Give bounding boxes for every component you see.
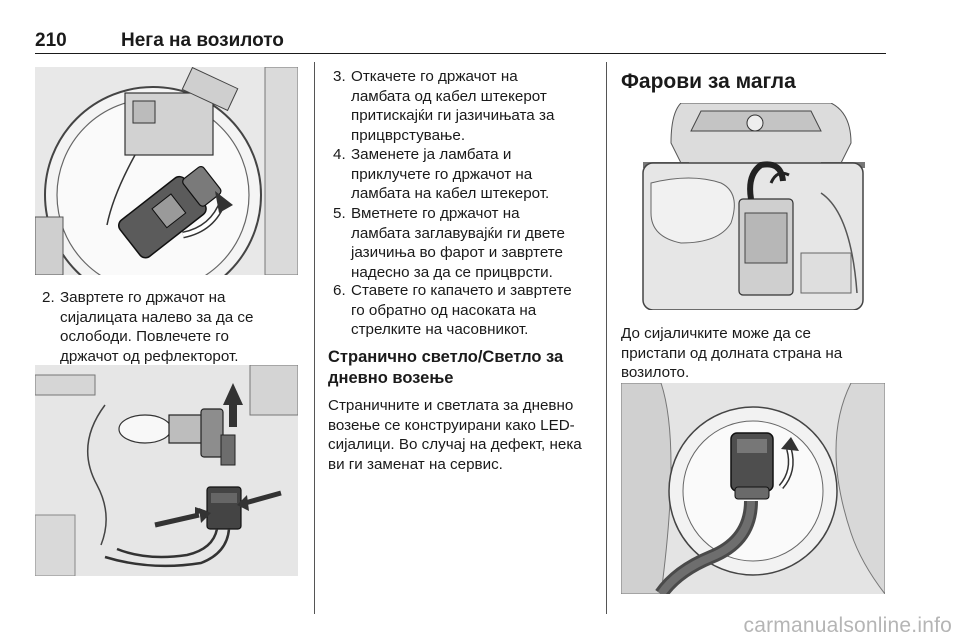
text-line: притискајќи ги јазичињата за — [351, 107, 555, 124]
text-line: Завртете го држачот на — [60, 289, 226, 306]
step-text — [351, 145, 549, 204]
section-heading-side-light — [328, 347, 603, 388]
text-line: стрелките на часовникот. — [351, 321, 529, 338]
column-divider-2 — [606, 62, 607, 614]
text-line: ви ги заменат на сервис. — [328, 455, 503, 473]
figure-fog-lamp-bulb — [621, 383, 885, 594]
text-line: Ставете го капачето и завртете — [351, 282, 572, 299]
step-number: 2. — [42, 289, 55, 306]
step-number: 4. — [333, 146, 346, 163]
fog-lamp-illustration — [621, 103, 885, 310]
figure-bulb-holder-twist — [35, 67, 298, 275]
watermark: carmanualsonline.info — [743, 614, 952, 637]
text-line: сијалицата налево за да се — [60, 308, 254, 326]
text-line: Откачете го држачот на — [351, 68, 518, 85]
text-line: ламбата на кабел штекерот. — [351, 185, 550, 202]
text-line: Заменете ја ламбата и — [351, 146, 512, 163]
text-line: приклучете го држачот на — [351, 165, 533, 183]
text-line: прицврстување. — [351, 126, 466, 144]
step-text — [60, 288, 253, 366]
page-number: 210 — [35, 30, 67, 51]
text-line: До сијаличките може да се — [621, 325, 811, 342]
heading-line: Странично светло/Светло за — [328, 348, 564, 366]
text-line: држачот од рефлекторот. — [60, 347, 239, 365]
text-line: ламбата заглавувајќи ги двете — [351, 224, 565, 242]
chapter-title: Нега на возилото — [121, 30, 284, 51]
text-line: ламбата од кабел штекерот — [351, 87, 547, 105]
section-heading-fog-lamps: Фарови за магла — [621, 70, 796, 93]
page-header — [35, 28, 886, 54]
headlamp-illustration-1 — [35, 67, 298, 275]
step-text — [351, 67, 554, 145]
figure-fog-lamp-access — [621, 103, 885, 310]
bulb-illustration — [35, 365, 298, 576]
step-number: 6. — [333, 282, 346, 299]
section-text-fog-lamps — [621, 324, 883, 383]
step-number: 3. — [333, 68, 346, 85]
text-line: ослободи. Повлечете го — [60, 328, 229, 345]
text-line: сијалици. Во случај на дефект, нека — [328, 436, 582, 453]
text-line: јазичиња во фарот и завртете — [351, 244, 563, 261]
text-line: надесно за да се прицврсти. — [351, 263, 553, 281]
step-text — [351, 204, 565, 282]
fog-lamp-bulb-illustration — [621, 383, 885, 594]
text-line: возење се конструирани како LED- — [328, 416, 575, 434]
column-divider-1 — [314, 62, 315, 614]
text-line: Страничните и светлата за дневно — [328, 397, 574, 414]
text-line: Вметнете го држачот на — [351, 205, 520, 222]
text-line: возилото. — [621, 364, 690, 381]
section-text-side-light — [328, 396, 604, 474]
figure-bulb-connector — [35, 365, 298, 576]
heading-line: дневно возење — [328, 368, 454, 387]
text-line: пристапи од долната страна на — [621, 344, 843, 362]
step-number: 5. — [333, 205, 346, 222]
text-line: го обратно од насоката на — [351, 301, 537, 319]
step-text — [351, 281, 572, 340]
